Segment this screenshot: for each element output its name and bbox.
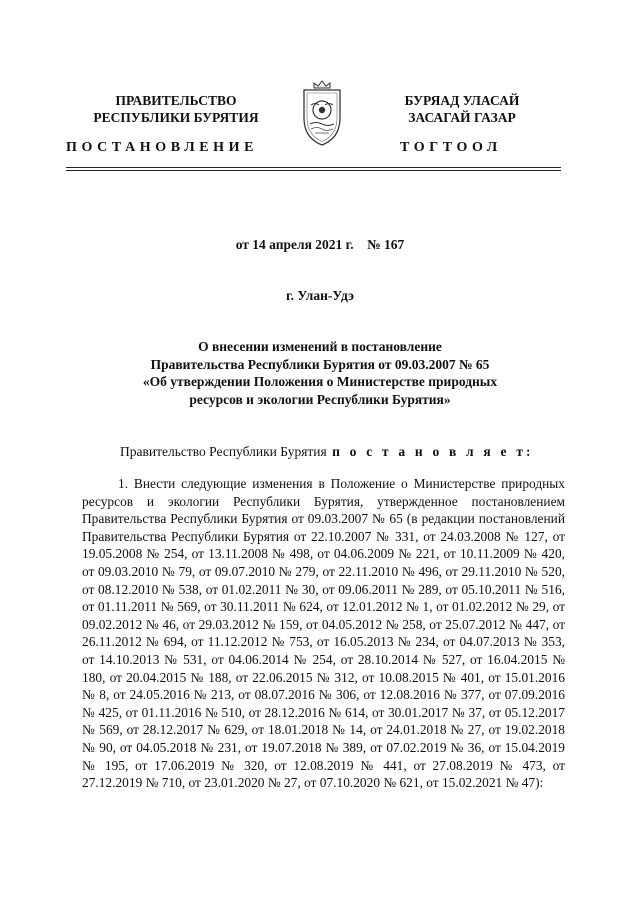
title-line: Правительства Республики Бурятия от 09.03.2007 № 65: [150, 356, 490, 372]
header-right-org-line-2: ЗАСАГАЙ ГАЗАР: [408, 110, 516, 125]
document-city: г. Улан-Удэ: [286, 288, 354, 303]
header-divider-top: [66, 167, 561, 168]
header-left-org-line-1: ПРАВИТЕЛЬСТВО: [115, 93, 237, 108]
header-right-org-line-1: БУРЯАД УЛАСАЙ: [404, 93, 520, 108]
header-divider-bottom: [66, 170, 561, 171]
document-date-number: [0, 236, 640, 253]
title-line: ресурсов и экологии Республики Бурятия»: [189, 391, 451, 407]
preamble: [120, 444, 534, 460]
preamble-subject: Правительство Республики Бурятия: [120, 444, 327, 459]
header-left-kind: ПОСТАНОВЛЕНИЕ: [66, 140, 259, 155]
title-line: О внесении изменений в постановление: [198, 339, 442, 354]
header-left-org: [66, 92, 286, 126]
preamble-verb: п о с т а н о в л я е т:: [332, 444, 534, 459]
title-line: «Об утверждении Положения о Министерстве природных: [142, 374, 498, 389]
header-right-org: [352, 92, 572, 126]
header-left-org-line-2: РЕСПУБЛИКИ БУРЯТИЯ: [93, 110, 259, 125]
date-number-text: от 14 апреля 2021 г. № 167: [235, 237, 405, 252]
header-right-kind: ТОГТООЛ: [400, 140, 502, 155]
coat-of-arms-icon: [296, 78, 348, 148]
document-body: [82, 475, 565, 792]
document-title: [0, 338, 640, 408]
paragraph-1: 1. Внести следующие изменения в Положение о Министерстве природных ресурсов и экологии Республики Бурятия, утвержденное постановлением Правительства Республики Бурятия от 09.03.2007 № 65 (в редакции постановлений Правительства Республики Бурятия от 22.10.2007 № 331, от 24.03.2008 № 127, от 19.05.2008 № 254, от 13.11.2008 № 498, от 04.06.2009 № 221, от 10.11.2009 № 420, от 09.03.2010 № 79, от 09.07.2010 № 279, от 22.11.2010 № 496, от 29.11.2010 № 520, от 08.12.2010 № 538, от 01.02.2011 № 30, от 09.06.2011 № 289, от 05.10.2011 № 516, от 01.11.2011 № 569, от 30.11.2011 № 624, от 12.01.2012 № 1, от 01.02.2012 № 29, от 09.02.2012 № 46, от 29.03.2012 № 159, от 04.05.2012 № 258, от 25.07.2012 № 447, от 26.11.2012 № 694, от 11.12.2012 № 753, от 16.05.2013 № 234, от 04.07.2013 № 353, от 14.10.2013 № 531, от 04.06.2014 № 254, от 28.10.2014 № 527, от 16.04.2015 № 180, от 20.04.2015 № 188, от 22.06.2015 № 312, от 10.08.2015 № 401, от 15.01.2016 № 8, от 24.05.2016 № 213, от 08.07.2016 № 306, от 12.08.2016 № 377, от 07.09.2016 № 425, от 01.11.2016 № 510, от 28.12.2016 № 614, от 30.01.2017 № 37, от 05.12.2017 № 569, от 28.12.2017 № 629, от 18.01.2018 № 14, от 24.01.2018 № 27, от 19.02.2018 № 90, от 04.05.2018 № 231, от 19.07.2018 № 389, от 07.02.2019 № 36, от 15.04.2019 № 195, от 17.06.2019 № 320, от 12.08.2019 № 441, от 27.08.2019 № 473, от 27.12.2019 № 710, от 23.01.2020 № 27, от 07.10.2020 № 621, от 15.02.2021 № 47):: [82, 476, 565, 791]
